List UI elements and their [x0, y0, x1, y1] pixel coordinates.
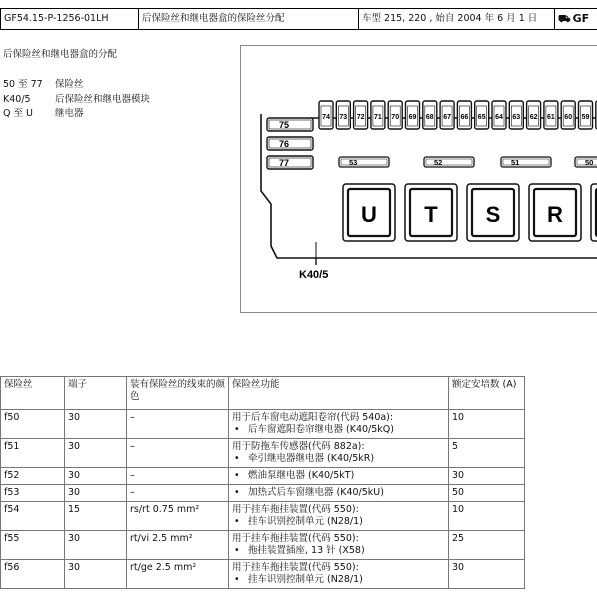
svg-text:77: 77	[279, 158, 290, 168]
amperage-cell: 10	[449, 410, 525, 439]
relay-3	[529, 184, 581, 241]
fuse-76	[267, 137, 313, 150]
fuse-cell: f50	[1, 410, 65, 439]
terminal-cell: 30	[65, 410, 127, 439]
wire-cell: rt/ge 2.5 mm²	[127, 560, 229, 589]
legend-desc: 保险丝	[55, 79, 84, 90]
legend-desc: 后保险丝和继电器模块	[55, 93, 151, 105]
fuse-73	[336, 101, 350, 129]
fuse-67	[440, 101, 454, 129]
wire-cell: –	[127, 439, 229, 468]
relay-4	[591, 184, 597, 241]
svg-text:67: 67	[443, 114, 451, 121]
table-row	[1, 560, 525, 589]
svg-text:73: 73	[339, 114, 348, 121]
legend	[3, 78, 150, 122]
function-cell	[229, 410, 449, 439]
fuse-72	[354, 101, 368, 129]
legend-item	[3, 93, 150, 108]
table-row	[1, 410, 525, 439]
function-bullet: • 挂车识别控制单元 (N28/1)	[232, 516, 445, 528]
fuse-cell: f56	[1, 560, 65, 589]
function-bullet: • 牵引继电器继电器 (K40/5kR)	[232, 453, 445, 465]
function-bullet: • 拖挂装置插座, 13 针 (X58)	[232, 545, 445, 557]
legend-key: 50 至 77	[3, 79, 43, 90]
fuse-52	[424, 157, 474, 167]
fuse-71	[371, 101, 385, 129]
svg-text:62: 62	[529, 114, 538, 121]
function-text: 用于挂车拖挂装置(代码 550):	[232, 533, 359, 544]
svg-text:71: 71	[374, 114, 382, 121]
fuse-69	[406, 101, 420, 129]
section-title: 后保险丝和继电器盒的分配	[3, 49, 118, 60]
table-row	[1, 502, 525, 531]
relay-1	[405, 184, 457, 241]
logo-text: GF	[572, 12, 590, 25]
terminal-cell: 30	[65, 468, 127, 485]
fuse-60	[561, 101, 575, 129]
svg-text:69: 69	[408, 114, 417, 121]
svg-text:53: 53	[349, 158, 358, 167]
fuse-74	[319, 101, 333, 129]
fuse-70	[388, 101, 402, 129]
relay-2	[467, 184, 519, 241]
function-cell	[229, 468, 449, 485]
col-header: 端子	[65, 377, 127, 410]
top-fuse-group	[319, 101, 597, 129]
fuse-53	[339, 157, 389, 167]
function-bullet: • 挂车识别控制单元 (N28/1)	[232, 574, 445, 586]
wire-cell: –	[127, 410, 229, 439]
fuse-box-diagram	[240, 45, 597, 313]
fuse-65	[475, 101, 489, 129]
fuse-cell: f53	[1, 485, 65, 502]
svg-text:70: 70	[391, 114, 400, 121]
fuse-50	[575, 157, 597, 167]
svg-text:59: 59	[581, 114, 590, 121]
col-header: 额定安培数 (A)	[449, 377, 525, 410]
svg-text:76: 76	[279, 139, 290, 149]
svg-text:R: R	[547, 202, 563, 227]
function-cell	[229, 502, 449, 531]
amperage-cell: 30	[449, 560, 525, 589]
brand-logo	[554, 9, 597, 29]
terminal-cell: 30	[65, 439, 127, 468]
table-body	[1, 410, 525, 589]
svg-text:60: 60	[564, 114, 573, 121]
terminal-cell: 30	[65, 560, 127, 589]
fuse-61	[544, 101, 558, 129]
document-header	[0, 8, 597, 30]
table-row	[1, 531, 525, 560]
svg-text:61: 61	[547, 114, 555, 121]
svg-text:68: 68	[425, 114, 434, 121]
legend-key: K40/5	[3, 93, 31, 105]
svg-text:51: 51	[511, 158, 520, 167]
function-bullet: • 后车窗遮阳卷帘继电器 (K40/5kQ)	[232, 424, 445, 436]
svg-text:65: 65	[477, 114, 486, 121]
col-header: 保险丝	[1, 377, 65, 410]
table-row	[1, 485, 525, 502]
fuse-cell: f52	[1, 468, 65, 485]
svg-text:T: T	[424, 202, 438, 227]
amperage-cell: 10	[449, 502, 525, 531]
fuse-75	[267, 118, 313, 131]
function-text: 用于挂车拖挂装置(代码 550):	[232, 562, 359, 573]
function-bullet: • 燃油泵继电器 (K40/5kT)	[232, 470, 445, 482]
fuse-64	[492, 101, 506, 129]
svg-text:U: U	[361, 202, 377, 227]
amperage-cell: 50	[449, 485, 525, 502]
wire-cell: rs/rt 0.75 mm²	[127, 502, 229, 531]
svg-text:72: 72	[356, 114, 365, 121]
doc-applicability: 车型 215, 220 , 始自 2004 年 6 月 1 日	[358, 9, 554, 29]
svg-text:74: 74	[322, 114, 330, 121]
col-header: 保险丝功能	[229, 377, 449, 410]
mid-fuse-group	[339, 157, 597, 167]
function-cell	[229, 485, 449, 502]
wire-cell: rt/vi 2.5 mm²	[127, 531, 229, 560]
amperage-cell: 25	[449, 531, 525, 560]
terminal-cell: 30	[65, 485, 127, 502]
table-row	[1, 439, 525, 468]
fuse-table	[0, 376, 525, 589]
fuse-cell: f54	[1, 502, 65, 531]
svg-text:52: 52	[434, 158, 443, 167]
fuse-59	[579, 101, 593, 129]
fuse-cell: f55	[1, 531, 65, 560]
function-bullet: • 加热式后车窗继电器 (K40/5kU)	[232, 487, 445, 499]
table-header-row	[1, 377, 525, 410]
terminal-cell: 30	[65, 531, 127, 560]
relay-group	[343, 184, 597, 241]
svg-text:50: 50	[585, 158, 594, 167]
svg-text:63: 63	[512, 114, 521, 121]
fuse-box-svg	[241, 46, 597, 313]
doc-id: GF54.15-P-1256-01LH	[0, 9, 138, 29]
svg-text:64: 64	[495, 114, 503, 121]
legend-desc: 继电器	[55, 108, 84, 119]
doc-title: 后保险丝和继电器盒的保险丝分配	[138, 9, 360, 29]
relay-0	[343, 184, 395, 241]
legend-key: Q 至 U	[3, 108, 33, 119]
svg-text:66: 66	[460, 114, 469, 121]
terminal-cell: 15	[65, 502, 127, 531]
legend-item	[3, 78, 150, 93]
car-icon: ⛟	[558, 14, 571, 25]
component-label: K40/5	[299, 269, 329, 281]
amperage-cell: 30	[449, 468, 525, 485]
function-text: 用于挂车拖挂装置(代码 550):	[232, 504, 359, 515]
function-cell	[229, 560, 449, 589]
function-text: 用于后车窗电动遮阳卷帘(代码 540a):	[232, 412, 394, 423]
function-cell	[229, 531, 449, 560]
function-cell	[229, 439, 449, 468]
wire-cell: –	[127, 485, 229, 502]
left-fuse-group	[267, 118, 313, 169]
svg-text:S: S	[485, 202, 501, 227]
function-text: 用于防拖车传感器(代码 882a):	[232, 441, 365, 452]
table-row	[1, 468, 525, 485]
wire-cell: –	[127, 468, 229, 485]
amperage-cell: 5	[449, 439, 525, 468]
fuse-62	[527, 101, 541, 129]
fuse-cell: f51	[1, 439, 65, 468]
fuse-68	[423, 101, 437, 129]
fuse-51	[501, 157, 551, 167]
legend-item	[3, 107, 150, 122]
fuse-77	[267, 156, 313, 169]
fuse-63	[509, 101, 523, 129]
col-header: 装有保险丝的线束的颜色	[127, 377, 229, 410]
fuse-66	[457, 101, 471, 129]
svg-text:75: 75	[279, 120, 290, 130]
